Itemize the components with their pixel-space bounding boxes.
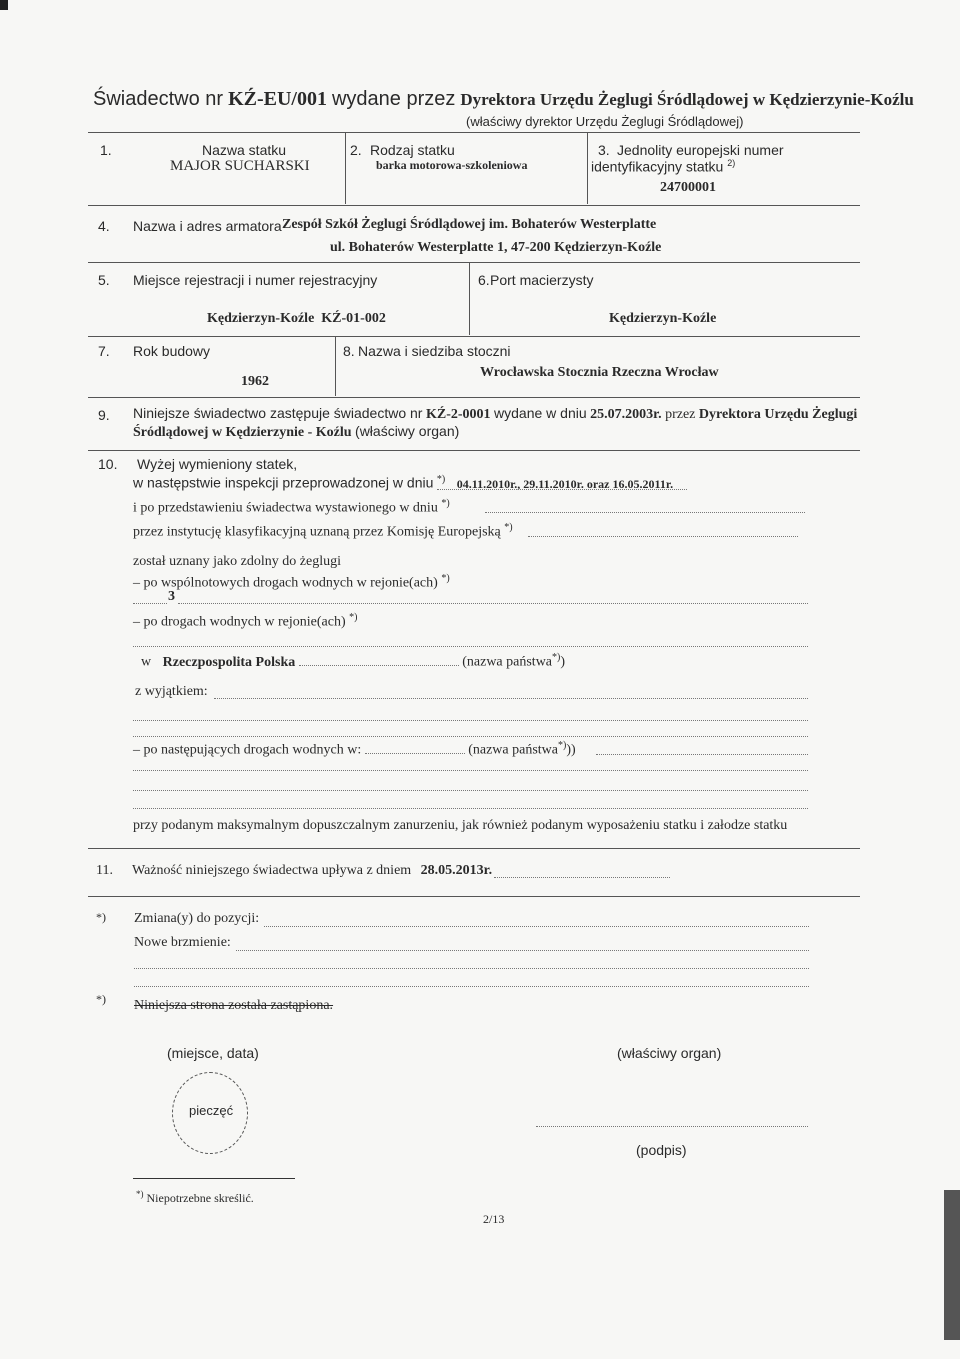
new-wording-dots-3	[134, 986, 809, 987]
rule-top	[88, 132, 860, 133]
field10-prior-cert-line: i po przedstawieniu świadectwa wystawionego w dniu *)	[133, 498, 450, 516]
field7-number: 7.	[98, 343, 110, 359]
field10-fitness-line: został uznany jako zdolny do żeglugi	[133, 554, 341, 569]
waterway-zone: 3	[168, 589, 175, 604]
country-name: Rzeczpospolita Polska	[162, 654, 296, 670]
rule-field6-left	[469, 262, 470, 335]
field4-number: 4.	[98, 218, 110, 234]
rule-after-row10	[88, 848, 860, 849]
signature-caption: (podpis)	[636, 1142, 687, 1158]
vessel-name: MAJOR SUCHARSKI	[170, 158, 310, 174]
page-number: 2/13	[483, 1212, 505, 1226]
field6-label: Port macierzysty	[490, 272, 594, 288]
following-waterways-dots-a	[596, 754, 808, 755]
rule-field8-left	[335, 336, 336, 396]
exceptions-dots-1	[214, 698, 808, 699]
certificate-number: KŹ-EU/001	[228, 88, 327, 110]
footnote: *) Niepotrzebne skreślić.	[136, 1189, 254, 1205]
field10-line1: Wyżej wymieniony statek,	[137, 456, 298, 472]
field8-number: 8.	[343, 343, 355, 359]
rule-after-row7	[88, 397, 860, 398]
zone-dots-left	[133, 603, 167, 604]
field10-country-line: w Rzeczpospolita Polska (nazwa państwa*))	[141, 652, 566, 670]
build-year: 1962	[241, 374, 269, 389]
validity-date: 28.05.2013r.	[420, 863, 493, 878]
inspection-dates: 04.11.2010r., 29.11.2010r. oraz 16.05.2011r.	[456, 476, 674, 491]
new-wording-label: Nowe brzmienie:	[134, 935, 231, 950]
field10-class-society-line: przez instytucję klasyfikacyjną uznaną przez Komisję Europejską *)	[133, 522, 513, 540]
field10-inspection-line: w następstwie inspekcji przeprowadzonej w dniu *) 04.11.2010r., 29.11.2010r. oraz 16.05.2011r.	[133, 474, 674, 491]
replaced-certificate-date: 25.07.2003r.	[590, 407, 662, 422]
rule-after-row1	[88, 205, 860, 206]
rule-field2-left	[345, 132, 346, 204]
owner-name: Zespół Szkół Żeglugi Śródlądowej im. Bohaterów Westerplatte	[282, 217, 657, 232]
field4-label: Nazwa i adres armatora	[133, 218, 282, 234]
document-title: Świadectwo nr KŹ-EU/001 wydane przez Dyrektora Urzędu Żeglugi Śródlądowej w Kędzierzynie-Koźlu	[93, 88, 914, 110]
prior-cert-dots	[485, 512, 805, 513]
replaced-marker: *)	[96, 992, 106, 1006]
rule-after-row11	[88, 896, 860, 897]
vessel-type: barka motorowa-szkoleniowa	[376, 158, 528, 172]
signature-line	[536, 1126, 808, 1127]
rule-after-row4	[88, 262, 860, 263]
stamp-label: pieczęć	[189, 1103, 234, 1118]
field8-label: Nazwa i siedziba stoczni	[358, 343, 511, 359]
shipyard: Wrocławska Stocznia Rzeczna Wrocław	[480, 365, 719, 380]
field5-label: Miejsce rejestracji i numer rejestracyjny	[133, 272, 378, 288]
field10-following-waterways: – po następujących drogach wodnych w: (nazwa państwa*)))	[133, 740, 576, 758]
field5-number: 5.	[98, 272, 110, 288]
validity-dots	[494, 877, 670, 878]
changes-label: Zmiana(y) do pozycji:	[134, 911, 260, 926]
following-waterways-dots-1	[133, 770, 808, 771]
field10-exceptions-label: z wyjątkiem:	[135, 684, 208, 699]
owner-address: ul. Bohaterów Westerplatte 1, 47-200 Kędzierzyn-Koźle	[330, 240, 662, 255]
field2-label: Rodzaj statku	[370, 142, 455, 158]
replaced-certificate-number: KŹ-2-0001	[425, 407, 491, 422]
rule-after-row5	[88, 336, 860, 337]
changes-marker: *)	[96, 910, 106, 924]
class-society-dots	[528, 536, 798, 537]
field6-number: 6.	[478, 272, 490, 288]
scan-edge-strip	[944, 1190, 960, 1340]
registration-place-number: Kędzierzyn-Koźle KŹ-01-002	[207, 311, 386, 326]
field9-number: 9.	[98, 407, 110, 423]
exceptions-dots-2	[133, 720, 808, 721]
home-port: Kędzierzyn-Koźle	[609, 311, 717, 326]
changes-dots	[264, 926, 809, 927]
field3-label-line2: identyfikacyjny statku $^{2)}$	[591, 158, 736, 175]
authority-caption: (właściwy organ)	[617, 1045, 722, 1061]
field11-number: 11.	[96, 863, 113, 878]
following-waterways-dots-3	[133, 808, 808, 809]
place-date-caption: (miejsce, data)	[167, 1045, 259, 1061]
european-vessel-id: 24700001	[660, 180, 716, 195]
field10-number: 10.	[98, 456, 118, 472]
zone-dots-right	[178, 603, 808, 604]
field9-line1: Niniejsze świadectwo zastępuje świadectwo nr KŹ-2-0001 wydane w dniu 25.07.2003r. przez Dyrektora Urzędu Żeglugi	[133, 405, 858, 422]
following-waterways-dots-2	[133, 790, 808, 791]
field1-number: 1.	[100, 142, 112, 158]
field3-label-line1: Jednolity europejski numer	[617, 142, 784, 158]
field10-other-waterways: – po drogach wodnych w rejonie(ach) *)	[133, 612, 358, 630]
field9-line2: Śródlądowej w Kędzierzynie - Koźlu (właściwy organ)	[133, 423, 460, 440]
rule-field3-left	[587, 132, 588, 204]
field1-label: Nazwa statku	[202, 142, 287, 158]
field10-draught-line: przy podanym maksymalnym dopuszczalnym zanurzeniu, jak również podanym wyposażeniu statku i załodze statku	[133, 818, 788, 833]
footnote-rule	[133, 1178, 295, 1179]
field7-label: Rok budowy	[133, 343, 211, 359]
issuer-note: (właściwy dyrektor Urzędu Żeglugi Śródlądowej)	[466, 114, 744, 129]
field2-number: 2.	[350, 142, 362, 158]
exceptions-dots-3	[133, 736, 808, 737]
new-wording-dots-1	[236, 950, 809, 951]
scan-corner-mark	[0, 0, 8, 10]
field3-number: 3.	[598, 142, 610, 158]
rule-after-row9	[88, 450, 860, 451]
field11-line: Ważność niniejszego świadectwa upływa z dniem 28.05.2013r.	[132, 863, 493, 878]
other-waterways-dots	[133, 646, 808, 647]
field10-community-waterways: – po wspólnotowych drogach wodnych w rejonie(ach) *)	[133, 573, 450, 591]
new-wording-dots-2	[134, 968, 809, 969]
page-replaced-note: Niniejsza strona została zastąpiona.	[134, 998, 334, 1013]
issuing-authority: Dyrektora Urzędu Żeglugi Śródlądowej w Kędzierzynie-Koźlu	[460, 90, 914, 109]
inspection-dates-dots	[437, 489, 687, 490]
